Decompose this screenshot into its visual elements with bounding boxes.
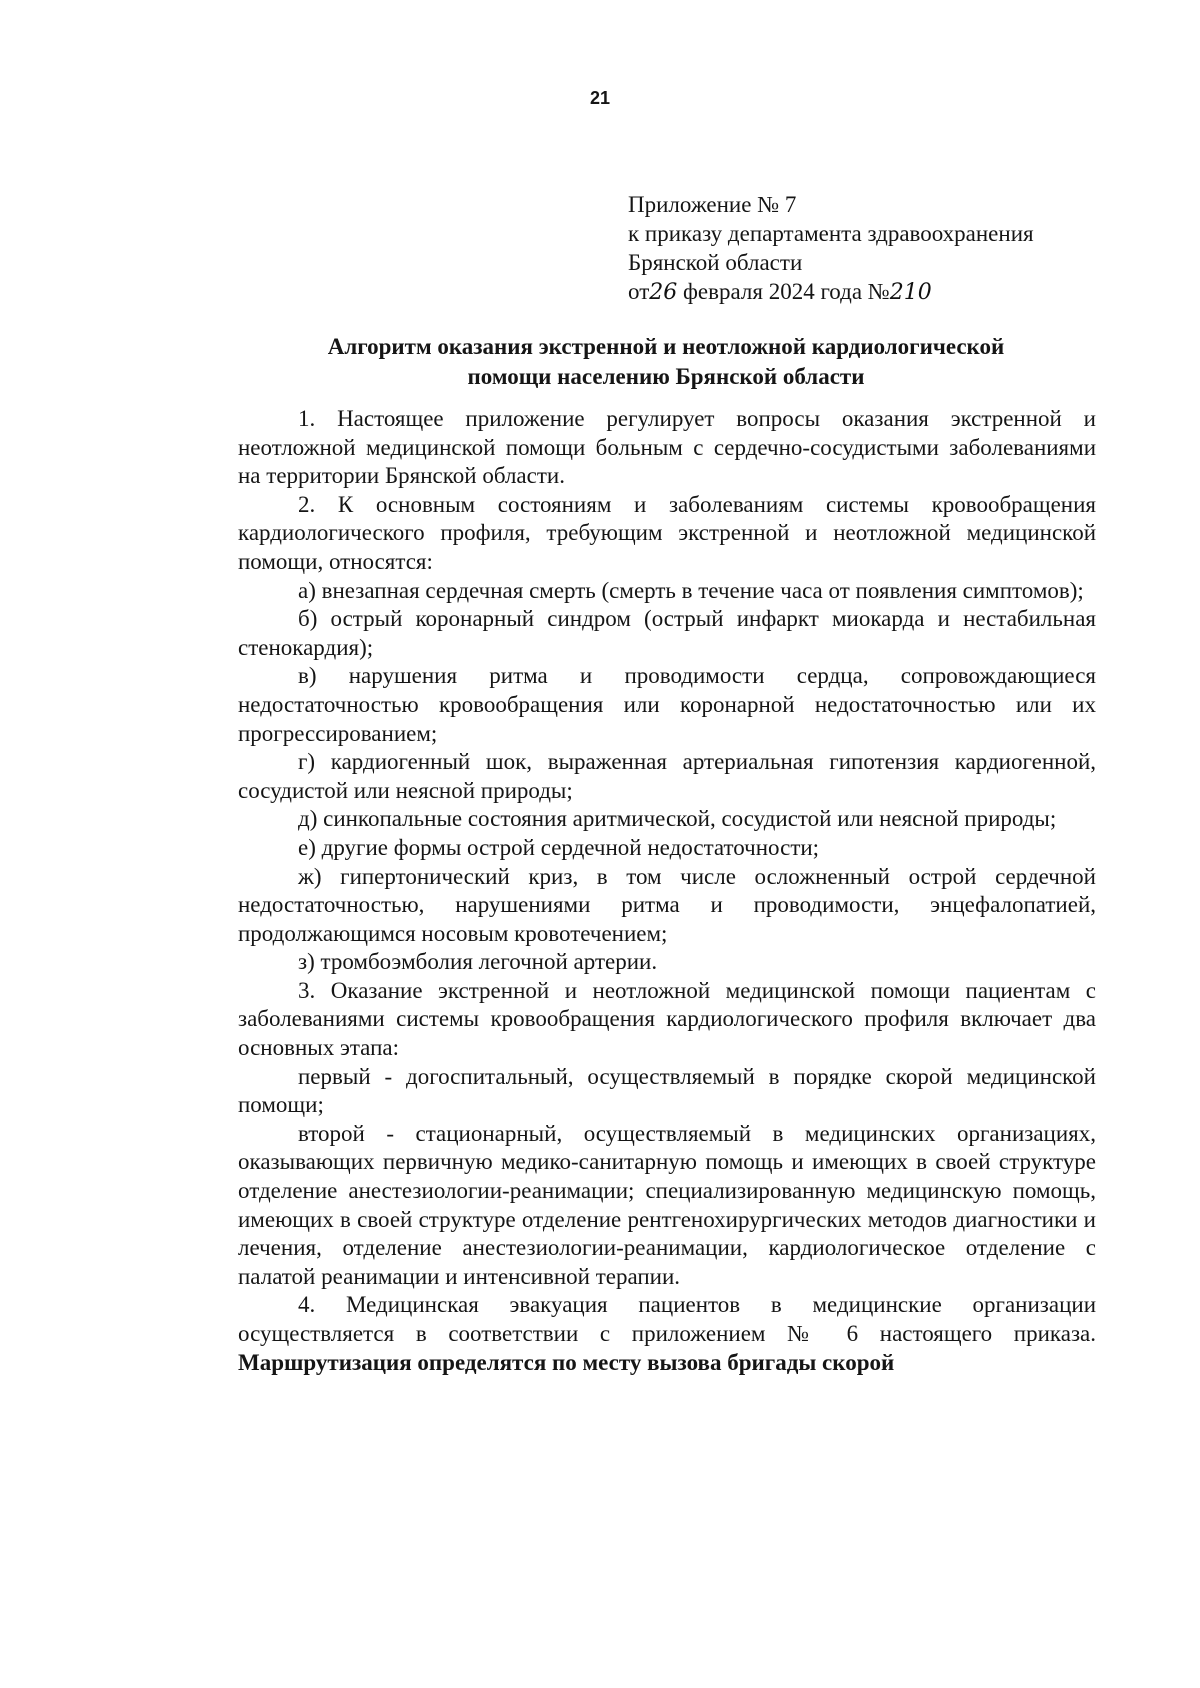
paragraph-2: 2. К основным состояниям и заболеваниям системы кровообращения кардиологического профиля, требующим экстренной и неотложной медицинской помощи, относятся:: [238, 491, 1096, 574]
list-item-a: а) внезапная сердечная смерть (смерть в течение часа от появления симптомов);: [298, 577, 1084, 603]
list-item-g: г) кардиогенный шок, выраженная артериальная гипотензия кардиогенной, сосудистой или неясной природы;: [238, 749, 1096, 803]
appendix-date-line: [628, 277, 1108, 307]
list-item-z: з) тромбоэмболия легочной артерии.: [298, 949, 658, 975]
list-item-zh: ж) гипертонический криз, в том числе осложненный острой сердечной недостаточностью, нарушениями ритма и проводимости, энцефалопатией, продолжающимся носовым кровотечением;: [238, 863, 1096, 946]
document-title-line-2: помощи населению Брянской области: [467, 364, 865, 389]
list-item-d: д) синкопальные состояния аритмической, сосудистой или неясной природы;: [298, 806, 1057, 832]
stage-first: первый - догоспитальный, осуществляемый в порядке скорой медицинской помощи;: [238, 1063, 1096, 1118]
document-body: [238, 405, 1096, 1377]
handwritten-order-number: 210: [889, 280, 932, 305]
list-item-e: е) другие формы острой сердечной недостаточности;: [298, 834, 820, 860]
stage-second: второй - стационарный, осуществляемый в медицинских организациях, оказывающих первичную медико-санитарную помощь и имеющих в своей структуре отделение анестезиологии-реанимации; специализированную медицинскую помощь, имеющих в своей структуре отделение рентгенохирургических методов диагностики и лечения, отделение анестезиологии-реанимации, кардиологическое отделение с палатой реанимации и интенсивной терапии.: [238, 1120, 1096, 1289]
paragraph-4-bold-text: Маршрутизация определятся по месту вызова бригады скорой: [238, 1349, 895, 1375]
paragraph-3: 3. Оказание экстренной и неотложной медицинской помощи пациентам с заболеваниями системы кровообращения кардиологического профиля включает два основных этапа:: [238, 977, 1096, 1061]
appendix-title: Приложение № 7: [628, 192, 797, 217]
appendix-region: Брянской области: [628, 250, 803, 275]
paragraph-4: [238, 1291, 1096, 1377]
handwritten-day: 26: [649, 280, 678, 305]
paragraph-1: 1. Настоящее приложение регулирует вопросы оказания экстренной и неотложной медицинской помощи больным с сердечно-сосудистыми заболеваниями на территории Брянской области.: [238, 406, 1096, 489]
paragraph-4-text: 4. Медицинская эвакуация пациентов в медицинские организации осуществляется в соответствии с приложением № 6 настоящего приказа.: [238, 1292, 1096, 1346]
document-title-line-1: Алгоритм оказания экстренной и неотложной кардиологической: [327, 334, 1005, 359]
appendix-date-text: февраля 2024 года №: [677, 279, 890, 304]
appendix-date-prefix: от: [628, 279, 650, 304]
list-item-b: б) острый коронарный синдром (острый инфаркт миокарда и нестабильная стенокардия);: [238, 606, 1096, 660]
list-item-v: в) нарушения ритма и проводимости сердца, сопровождающиеся недостаточностью кровообращения или коронарной недостаточностью или их прогрессированием;: [238, 663, 1096, 746]
document-title: [236, 332, 1096, 392]
appendix-order-reference: к приказу департамента здравоохранения: [628, 221, 1034, 246]
appendix-header: [628, 190, 1108, 307]
page-number: 21: [589, 88, 611, 108]
